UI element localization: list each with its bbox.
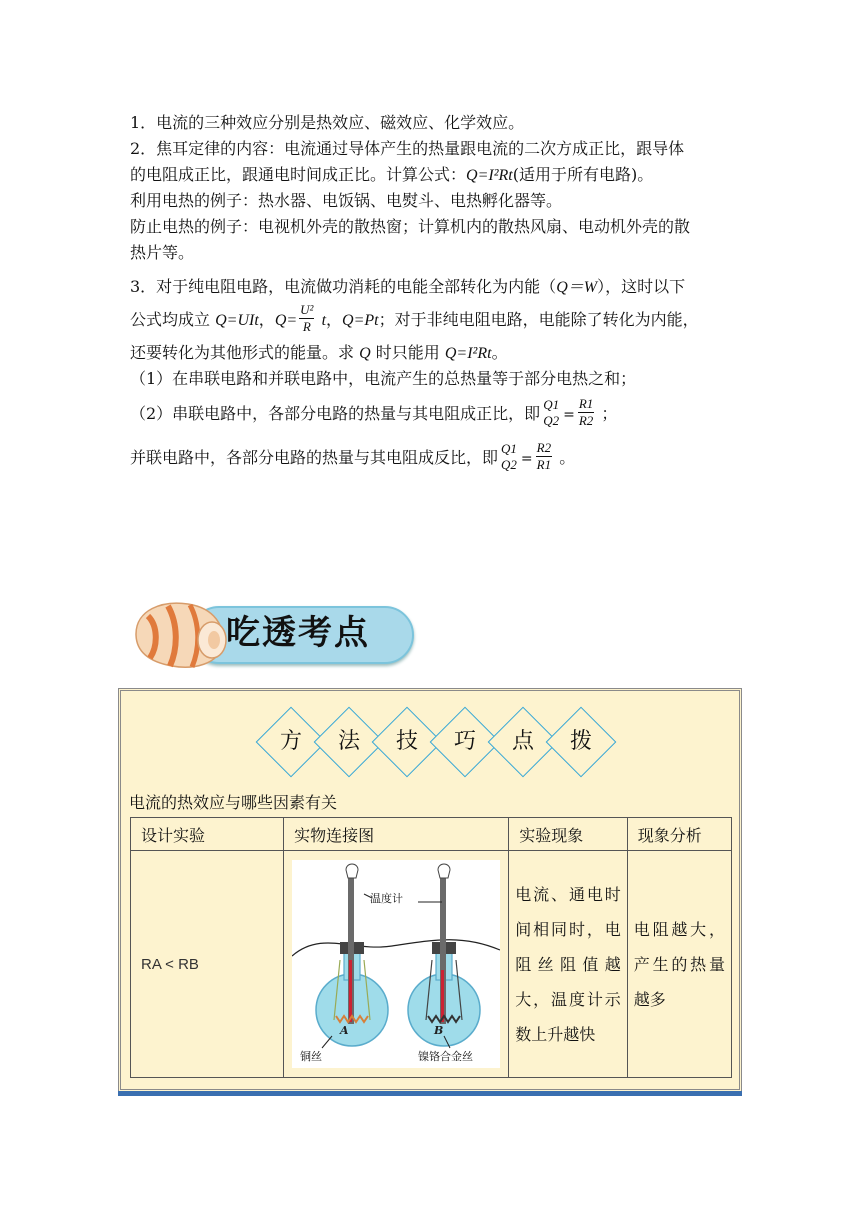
frac-num: Q1 xyxy=(543,396,560,412)
text: （2）串联电路中，各部分电路的热量与其电阻成正比，即 xyxy=(130,404,541,423)
text: 3．对于纯电阻电路，电流做功消耗的电能全部转化为内能（ xyxy=(130,277,557,296)
box-bottom-bar xyxy=(118,1091,742,1096)
label-copper: 铜丝 xyxy=(300,1050,323,1063)
label-a: A xyxy=(340,1024,349,1037)
para-4a: 防止电热的例子：电视机外壳的散热窗；计算机内的散热风扇、电动机外壳的散 xyxy=(130,217,691,236)
seashell-icon xyxy=(128,596,238,672)
method-box xyxy=(118,688,742,1092)
para-3: 利用电热的例子：热水器、电饭锅、电熨斗、电热孵化器等。 xyxy=(130,191,563,210)
header-diagram: 实物连接图 xyxy=(284,818,509,851)
cell-design: RA < RB xyxy=(131,851,284,1078)
frac-num: R1 xyxy=(578,396,594,411)
formula-t: t xyxy=(321,312,327,329)
frac-den: R1 xyxy=(536,457,552,472)
fraction-q1-q2-b xyxy=(500,441,518,473)
para-7 xyxy=(130,392,730,436)
formula-q-eq: Q= xyxy=(274,312,298,329)
frac-den: R xyxy=(302,319,311,334)
text: 的电阻成正比，跟通电时间成正比。计算公式： xyxy=(130,165,467,184)
table-header-row xyxy=(131,818,732,851)
text: ），这时以下 xyxy=(597,277,686,296)
formula-joule: Q=I²Rt xyxy=(466,167,513,184)
method-diamonds xyxy=(256,707,616,777)
experiment-title: 电流的热效应与哪些因素有关 xyxy=(129,793,338,812)
para-4b: 热片等。 xyxy=(130,243,195,262)
text: 。 xyxy=(559,448,576,467)
table-row xyxy=(131,851,732,1078)
frac-den: R2 xyxy=(578,413,594,428)
symbol-q: Q xyxy=(359,345,371,362)
experiment-table xyxy=(130,817,732,1078)
text: 公式均成立 xyxy=(130,310,211,329)
cell-diagram xyxy=(284,851,509,1078)
text: ； xyxy=(601,404,618,423)
diamond-char: 技 xyxy=(395,729,418,754)
formula-qw: Q＝W xyxy=(556,279,598,296)
section-banner xyxy=(128,596,413,672)
banner-title: 吃透考点 xyxy=(226,613,370,653)
diamond-char: 拨 xyxy=(569,729,592,754)
fraction-r2-r1 xyxy=(536,440,552,473)
header-design: 设计实验 xyxy=(131,818,284,851)
label-thermometer: 温度计 xyxy=(370,892,404,905)
text: ；对于非纯电阻电路，电能除了转化为内能， xyxy=(378,310,699,329)
text: 还要转化为其他形式的能量。求 xyxy=(130,343,355,362)
cell-phenomenon: 电流、通电时间相同时，电阻丝阻值越大，温度计示数上升越快 xyxy=(509,851,628,1078)
equals: = xyxy=(520,450,533,467)
frac-num: R2 xyxy=(536,440,552,455)
frac-den: Q2 xyxy=(543,412,560,428)
label-b: B xyxy=(434,1024,444,1037)
diamond-char: 法 xyxy=(337,729,360,754)
para-1: 1．电流的三种效应分别是热效应、磁效应、化学效应。 xyxy=(130,113,525,132)
frac-den: Q2 xyxy=(501,456,517,472)
diamond-char: 巧 xyxy=(453,729,476,754)
formula-uit: Q=UIt xyxy=(215,312,259,329)
diamond-6 xyxy=(546,707,616,777)
equals: = xyxy=(563,406,575,423)
para-8 xyxy=(130,436,730,480)
flask-apparatus-illustration xyxy=(292,860,500,1068)
text: (适用于所有电路)。 xyxy=(512,165,654,184)
fraction-r1-r2 xyxy=(578,396,594,429)
diamond-char: 点 xyxy=(511,729,534,754)
frac-num: Q1 xyxy=(501,440,517,456)
frac-num: U² xyxy=(300,302,314,317)
formula-joule-2: Q=I²Rt xyxy=(444,345,492,362)
notes-content xyxy=(130,110,730,480)
apparatus-figure xyxy=(292,860,500,1068)
text: 时只能用 xyxy=(375,343,440,362)
para-5b: 公式均成立 Q=UIt，Q= $\frac{\text{U²}}{R}$ t，Q=Pt；对于非纯电阻电路，电能除了转化为内能， xyxy=(130,302,699,334)
fraction-u2-r xyxy=(299,302,314,335)
fraction-q1-q2 xyxy=(542,397,560,429)
text: 并联电路中，各部分电路的热量与其电阻成反比，即 xyxy=(130,448,499,467)
diamond-char: 方 xyxy=(279,729,302,754)
label-nichrome: 镍铬合金丝 xyxy=(418,1050,474,1063)
para-2a: 2．焦耳定律的内容：电流通过导体产生的热量跟电流的二次方成正比，跟导体 xyxy=(130,139,685,158)
para-2b xyxy=(130,162,730,188)
para-5c xyxy=(130,340,730,366)
text: 。 xyxy=(491,343,508,362)
para-5a xyxy=(130,274,730,300)
cell-analysis: 电阻越大，产生的热量越多 xyxy=(627,851,731,1078)
formula-pt: Q=Pt xyxy=(342,312,379,329)
para-6: （1）在串联电路和并联电路中，电流产生的总热量等于部分电热之和； xyxy=(130,369,637,388)
header-analysis: 现象分析 xyxy=(627,818,731,851)
header-phenomenon: 实验现象 xyxy=(509,818,628,851)
